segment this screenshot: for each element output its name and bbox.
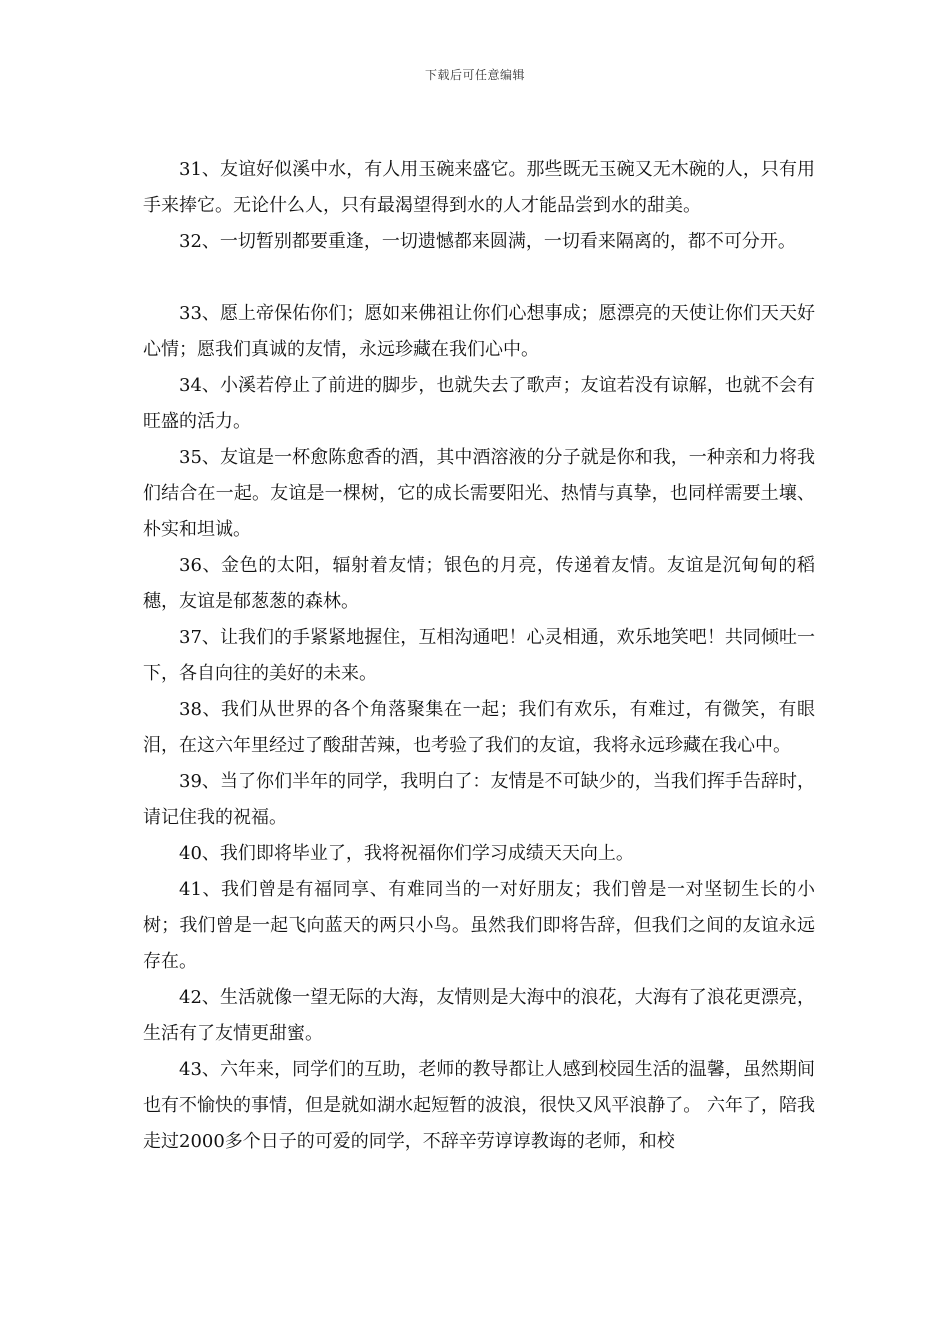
blank-line [143,260,815,296]
paragraph-32: 32、一切暂别都要重逢，一切遗憾都来圆满，一切看来隔离的，都不可分开。 [179,231,796,252]
paragraph-41: 41、我们曾是有福同享、有难同当的一对好朋友；我们曾是一对坚韧生长的小树；我们曾是一起飞向蓝天的两只小鸟。虽然我们即将告辞，但我们之间的友谊永远存在。 [143,879,815,972]
paragraph-31: 31、友谊好似溪中水，有人用玉碗来盛它。那些既无玉碗又无木碗的人，只有用手来捧它。无论什么人，只有最渴望得到水的人才能品尝到水的甜美。 [143,159,815,216]
paragraph-38: 38、我们从世界的各个角落聚集在一起；我们有欢乐，有难过，有微笑，有眼泪，在这六年里经过了酸甜苦辣，也考验了我们的友谊，我将永远珍藏在我心中。 [143,699,815,756]
paragraph-43: 43、六年来，同学们的互助，老师的教导都让人感到校园生活的温馨，虽然期间也有不愉快的事情，但是就如湖水起短暂的波浪，很快又风平浪静了。 六年了，陪我走过2000多个日子的可爱的同学，不辞辛劳谆谆教诲的老师，和校 [143,1059,815,1152]
paragraph-42: 42、生活就像一望无际的大海，友情则是大海中的浪花，大海有了浪花更漂亮，生活有了友情更甜蜜。 [143,987,815,1044]
paragraph-40: 40、我们即将毕业了，我将祝福你们学习成绩天天向上。 [179,843,634,864]
paragraph-35: 35、友谊是一杯愈陈愈香的酒，其中酒溶液的分子就是你和我，一种亲和力将我们结合在一起。友谊是一棵树，它的成长需要阳光、热情与真挚，也同样需要土壤、朴实和坦诚。 [143,447,815,540]
paragraph-39: 39、当了你们半年的同学，我明白了：友情是不可缺少的，当我们挥手告辞时，请记住我的祝福。 [143,771,815,828]
paragraph-36: 36、金色的太阳，辐射着友情；银色的月亮，传递着友情。友谊是沉甸甸的稻穗，友谊是郁葱葱的森林。 [143,555,815,612]
paragraph-37: 37、让我们的手紧紧地握住，互相沟通吧！心灵相通，欢乐地笑吧！共同倾吐一下，各自向往的美好的未来。 [143,627,815,684]
paragraph-33: 33、愿上帝保佑你们；愿如来佛祖让你们心想事成；愿漂亮的天使让你们天天好心情；愿我们真诚的友情，永远珍藏在我们心中。 [143,303,815,360]
document-body [143,152,815,1160]
page-header: 下载后可任意编辑 [424,68,525,82]
paragraph-34: 34、小溪若停止了前进的脚步，也就失去了歌声；友谊若没有谅解，也就不会有旺盛的活力。 [143,375,815,432]
